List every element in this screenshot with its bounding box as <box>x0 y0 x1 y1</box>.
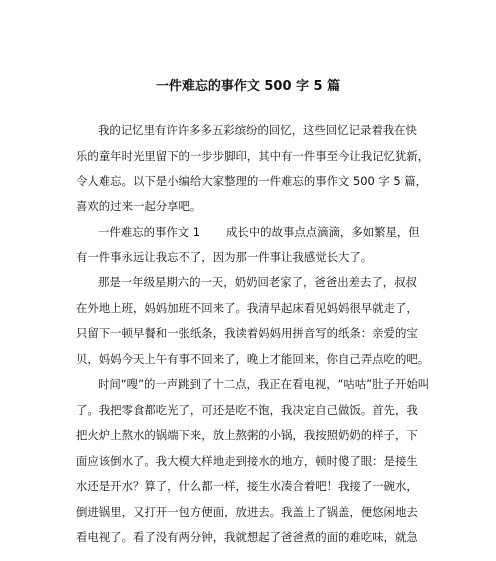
paragraph-line: 在外地上班，妈妈加班不回来了。我清早起床看见妈妈很早就走了， <box>76 301 418 315</box>
essay-heading: 一件难忘的事作文 1 <box>98 225 200 239</box>
paragraph-line: 贝，妈妈今天上午有事不回来了，晚上才能回来，你自己弄点吃的吧。 <box>76 352 430 366</box>
paragraph-line: 那是一年级星期六的一天，奶奶回老家了，爸爸出差去了，叔叔 <box>98 275 417 289</box>
paragraph-line: 了。我把零食都吃光了，可还是吃不饱，我决定自己做饭。首先，我 <box>76 403 418 417</box>
document-title: 一件难忘的事作文 500 字 5 篇 <box>155 79 341 94</box>
paragraph-line: 把火炉上熬水的锅端下来，放上熬粥的小锅，我按照奶奶的样子，下 <box>76 428 418 442</box>
paragraph-line <box>98 224 432 240</box>
paragraph-line: 倒进锅里，又打开一包方便面，放进去。我盖上了锅盖，便悠闲地去 <box>76 505 418 519</box>
paragraph-line: 看电视了。看了没有两分钟，我就想起了爸爸煮的面的难吃味，就急 <box>76 530 418 544</box>
paragraph-line: 我的记忆里有许许多多五彩缤纷的回忆，这些回忆记录着我在快 <box>98 123 417 137</box>
paragraph-line: 面应该倒水了。我大模大样地走到接水的地方，顿时傻了眼：是接生 <box>76 454 418 468</box>
paragraph-line: 令人难忘。以下是小编给大家整理的一件难忘的事作文 500 字 5 篇， <box>76 174 428 188</box>
paragraph-line: 水还是开水？算了，什么都一样，接生水凑合着吧！我接了一碗水， <box>76 479 418 493</box>
essay-first-line: 成长中的故事点点滴滴，多如繁星，但 <box>226 225 420 239</box>
paragraph-line: 时间“嗖”的一声跳到了十二点，我正在看电视，“咕咕”肚子开始叫 <box>98 377 430 391</box>
paragraph-line: 有一件事永远让我忘不了，因为那一件事让我感觉长大了。 <box>76 250 373 264</box>
paragraph-line: 乐的童年时光里留下的一步步脚印，其中有一件事至今让我记忆犹新， <box>76 149 430 163</box>
paragraph-line: 喜欢的过来一起分享吧。 <box>76 199 202 213</box>
paragraph-line: 只留下一顿早餐和一张纸条，我读着妈妈用拼音写的纸条：亲爱的宝 <box>76 326 418 340</box>
